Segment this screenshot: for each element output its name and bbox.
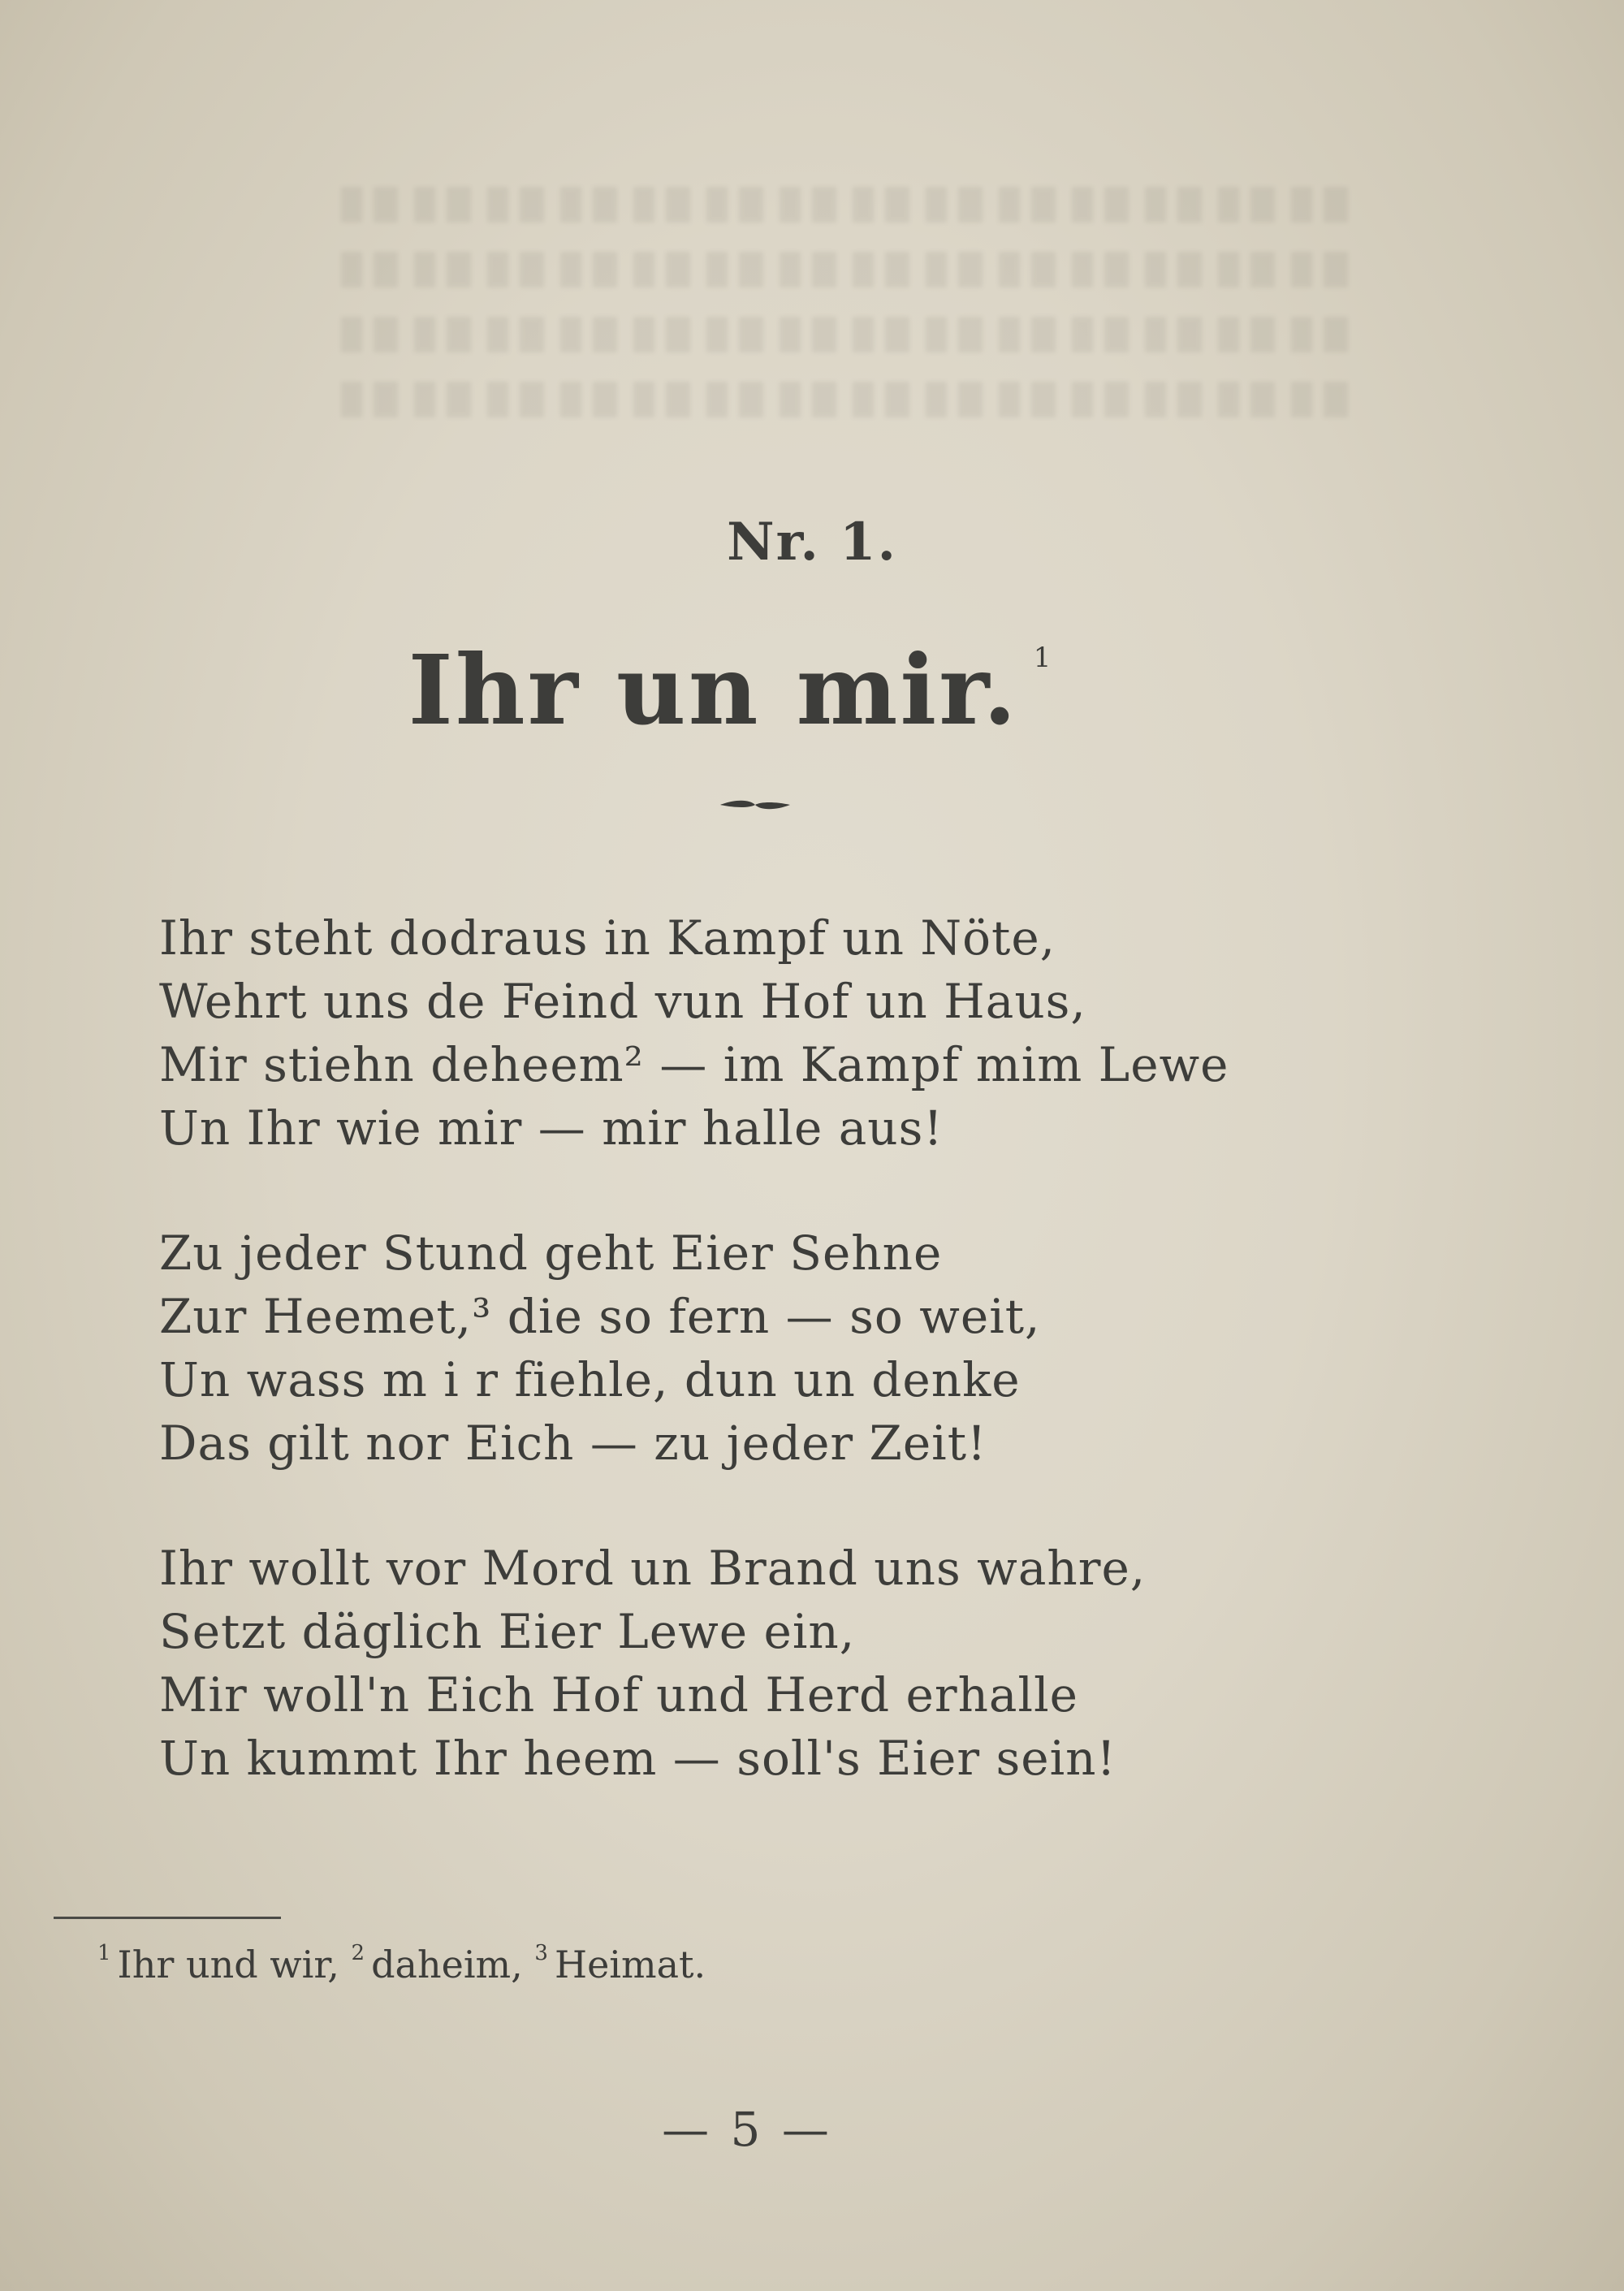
verse-line: Zur Heemet,³ die so fern — so weit, [159, 1289, 1041, 1344]
verse-line: Zu jeder Stund geht Eier Sehne [159, 1225, 943, 1281]
stanza-2 [159, 1221, 1540, 1475]
footnote-divider [54, 1917, 281, 1919]
stanza-1 [159, 906, 1540, 1160]
page-number: — 5 — [662, 2102, 832, 2157]
poem-number: Nr. 1. [727, 512, 897, 573]
footnote-marker: 2 [351, 1941, 365, 1965]
verse-line: Das gilt nor Eich — zu jeder Zeit! [159, 1416, 987, 1471]
stanza-3 [159, 1537, 1540, 1790]
verse-line: Mir woll'n Eich Hof und Herd erhalle [159, 1667, 1078, 1723]
verse-line: Ihr steht dodraus in Kampf un Nöte, [159, 910, 1056, 966]
verse-line: Setzt däglich Eier Lewe ein, [159, 1604, 856, 1659]
footnotes [97, 1941, 706, 1986]
verse-line: Un Ihr wie mir — mir halle aus! [159, 1100, 944, 1156]
fleuron-ornament-icon [719, 799, 792, 810]
footnote-text: Ihr und wir, [117, 1943, 339, 1986]
bleed-through-text [341, 187, 1356, 455]
title-footnote-marker: 1 [1033, 642, 1054, 674]
verse-line: Un kummt Ihr heem — soll's Eier sein! [159, 1731, 1116, 1786]
footnote-marker: 1 [97, 1941, 111, 1965]
verse-line: Mir stiehn deheem² — im Kampf mim Lewe [159, 1037, 1229, 1092]
poem-title [0, 633, 1462, 746]
poem-body [159, 906, 1540, 1852]
footnote-text: Heimat. [554, 1943, 706, 1986]
verse-line: Wehrt uns de Feind vun Hof un Haus, [159, 974, 1086, 1029]
poem-title-text: Ihr un mir. [408, 633, 1019, 746]
footnote-marker: 3 [534, 1941, 548, 1965]
verse-line: Ihr wollt vor Mord un Brand uns wahre, [159, 1541, 1147, 1596]
footnote-text: daheim, [371, 1943, 523, 1986]
verse-line: Un wass m i r fiehle, dun un denke [159, 1352, 1021, 1407]
